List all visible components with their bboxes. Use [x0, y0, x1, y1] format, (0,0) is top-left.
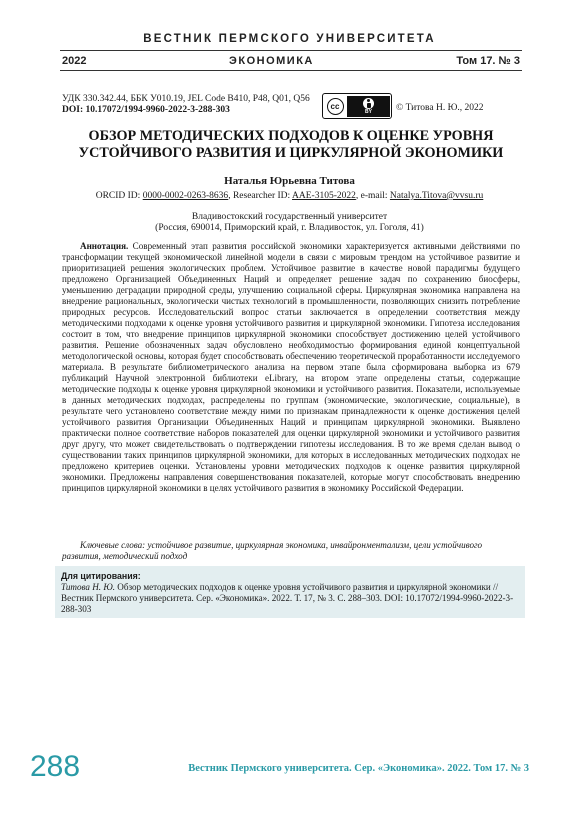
researcher-label: , Researcher ID:: [228, 191, 293, 201]
abstract: [62, 241, 520, 494]
udc-block: [62, 94, 310, 116]
affiliation: [0, 212, 579, 234]
citation-text: [61, 582, 519, 615]
header-section: ЭКОНОМИКА: [229, 55, 314, 67]
header-volume: Том 17. № 3: [456, 55, 520, 67]
attribution-person-icon: [363, 98, 374, 109]
keywords: Ключевые слова: устойчивое развитие, циркулярная экономика, инвайронментализм, цели устойчивого развития, методический подход: [62, 540, 483, 561]
citation-heading: Для цитирования:: [61, 571, 141, 581]
citation-author: Титова Н. Ю.: [61, 582, 115, 592]
creative-commons-by-icon[interactable]: [322, 93, 392, 119]
abstract-label: Аннотация.: [80, 241, 129, 251]
orcid-link[interactable]: 0000-0002-0263-8636: [142, 191, 229, 201]
header-rule-top: [60, 50, 522, 51]
header-meta-row: [62, 55, 520, 67]
udc-codes: УДК 330.342.44, ББК У010.19, JEL Code B410, P48, Q01, Q56: [62, 94, 310, 104]
cc-symbol: cc: [327, 98, 344, 115]
researcher-id-link[interactable]: AAE-3105-2022: [292, 191, 356, 201]
journal-header: ВЕСТНИК ПЕРМСКОГО УНИВЕРСИТЕТА: [143, 33, 436, 45]
author-ids: [0, 191, 579, 201]
author-name: Наталья Юрьевна Титова: [224, 175, 355, 187]
affiliation-address: (Россия, 690014, Приморский край, г. Владивосток, ул. Гоголя, 41): [155, 223, 424, 233]
citation-box: [55, 566, 525, 618]
doi[interactable]: DOI: 10.17072/1994-9960-2022-3-288-303: [62, 105, 230, 115]
page-number: 288: [30, 750, 81, 783]
footer-journal-line: Вестник Пермского университета. Сер. «Экономика». 2022. Том 17. № 3: [188, 763, 529, 774]
article-title: ОБЗОР МЕТОДИЧЕСКИХ ПОДХОДОВ К ОЦЕНКЕ УРОВНЯ УСТОЙЧИВОГО РАЗВИТИЯ И ЦИРКУЛЯРНОЙ ЭКОНОМИКИ: [78, 128, 504, 161]
copyright: © Титова Н. Ю., 2022: [396, 103, 484, 113]
header-year: 2022: [62, 55, 87, 67]
orcid-label: ORCID ID:: [95, 191, 143, 201]
header-rule-bottom: [60, 70, 522, 71]
email-link[interactable]: Natalya.Titova@vvsu.ru: [389, 191, 484, 201]
citation-body: Обзор методических подходов к оценке уровня устойчивого развития и циркулярной экономики // Вестник Пермского университета. Сер. «Экономика». 2022. Т. 17, № 3. С. 288–303. DOI: 10.17072/1994-9960-2022-3-288-303: [61, 582, 514, 614]
affiliation-name: Владивостокский государственный университет: [191, 212, 388, 222]
cc-by-label: BY: [365, 108, 372, 115]
email-label: , e-mail:: [355, 191, 390, 201]
abstract-text: Современный этап развития российской экономики характеризуется активными действиями по трансформации текущей экономической линейной модели в связи с мировым трендом на устойчивое развитие и приоритизацией решения экологических проблем. Устойчивое развитие в качестве новой парадигмы будущего предложено Организацией Объединенных Наций и определяет решение задач по сохранению биосферы, уменьшению деградации природной среды, улучшению социальной сферы. Циркулярная экономика направлена на внедрение рациональных, экологически чистых технологий в промышленности, позволяющих снизить потребление природных ресурсов. Исследовательский вопрос статьи заключается в определении соответствия между методическими подходами к оценке уровня устойчивого развития и циркулярной экономики. Гипотеза исследования состоит в том, что внедрение принципов циркулярной экономики способствует достижению целей устойчивого развития. Решение обозначенных задач обусловлено необходимостью формирования единой концептуальной методологической основы, которая будет способствовать обеспечению теоретической проработанности исследуемого материала. В результате библиометрического анализа на первом этапе была сформирована выборка из 679 публикаций Научной электронной библиотеки eLibrary, на втором этапе определены статьи, содержащие методические подходы к оценке уровня циркулярной экономики и устойчивого развития. Показатели, используемые в данных методических подходах, распределены по группам (экономические, экологические, социальные), в результате чего установлено соответствие между ними по признакам принадлежности к оценке достижения целей устойчивого развития Организации Объединенных Наций и принципам циркулярной экономики. Выявлено практически полное соответствие наборов показателей для оценки циркулярной экономики и устойчивого развития друг другу, что может свидетельствовать о подтверждении гипотезы исследования. В то же время сделан вывод о существовании таких принципов циркулярной экономики, для которых в исследованных методических подходах не предложено критериев оценки. Установлены уровни методических подходов к оценке развития циркулярной экономики. Предложены направления совершенствования показателей, которые могут способствовать внедрению принципов циркулярной экономики в целях устойчивого развития в экономику Российской Федерации.: [62, 241, 520, 493]
